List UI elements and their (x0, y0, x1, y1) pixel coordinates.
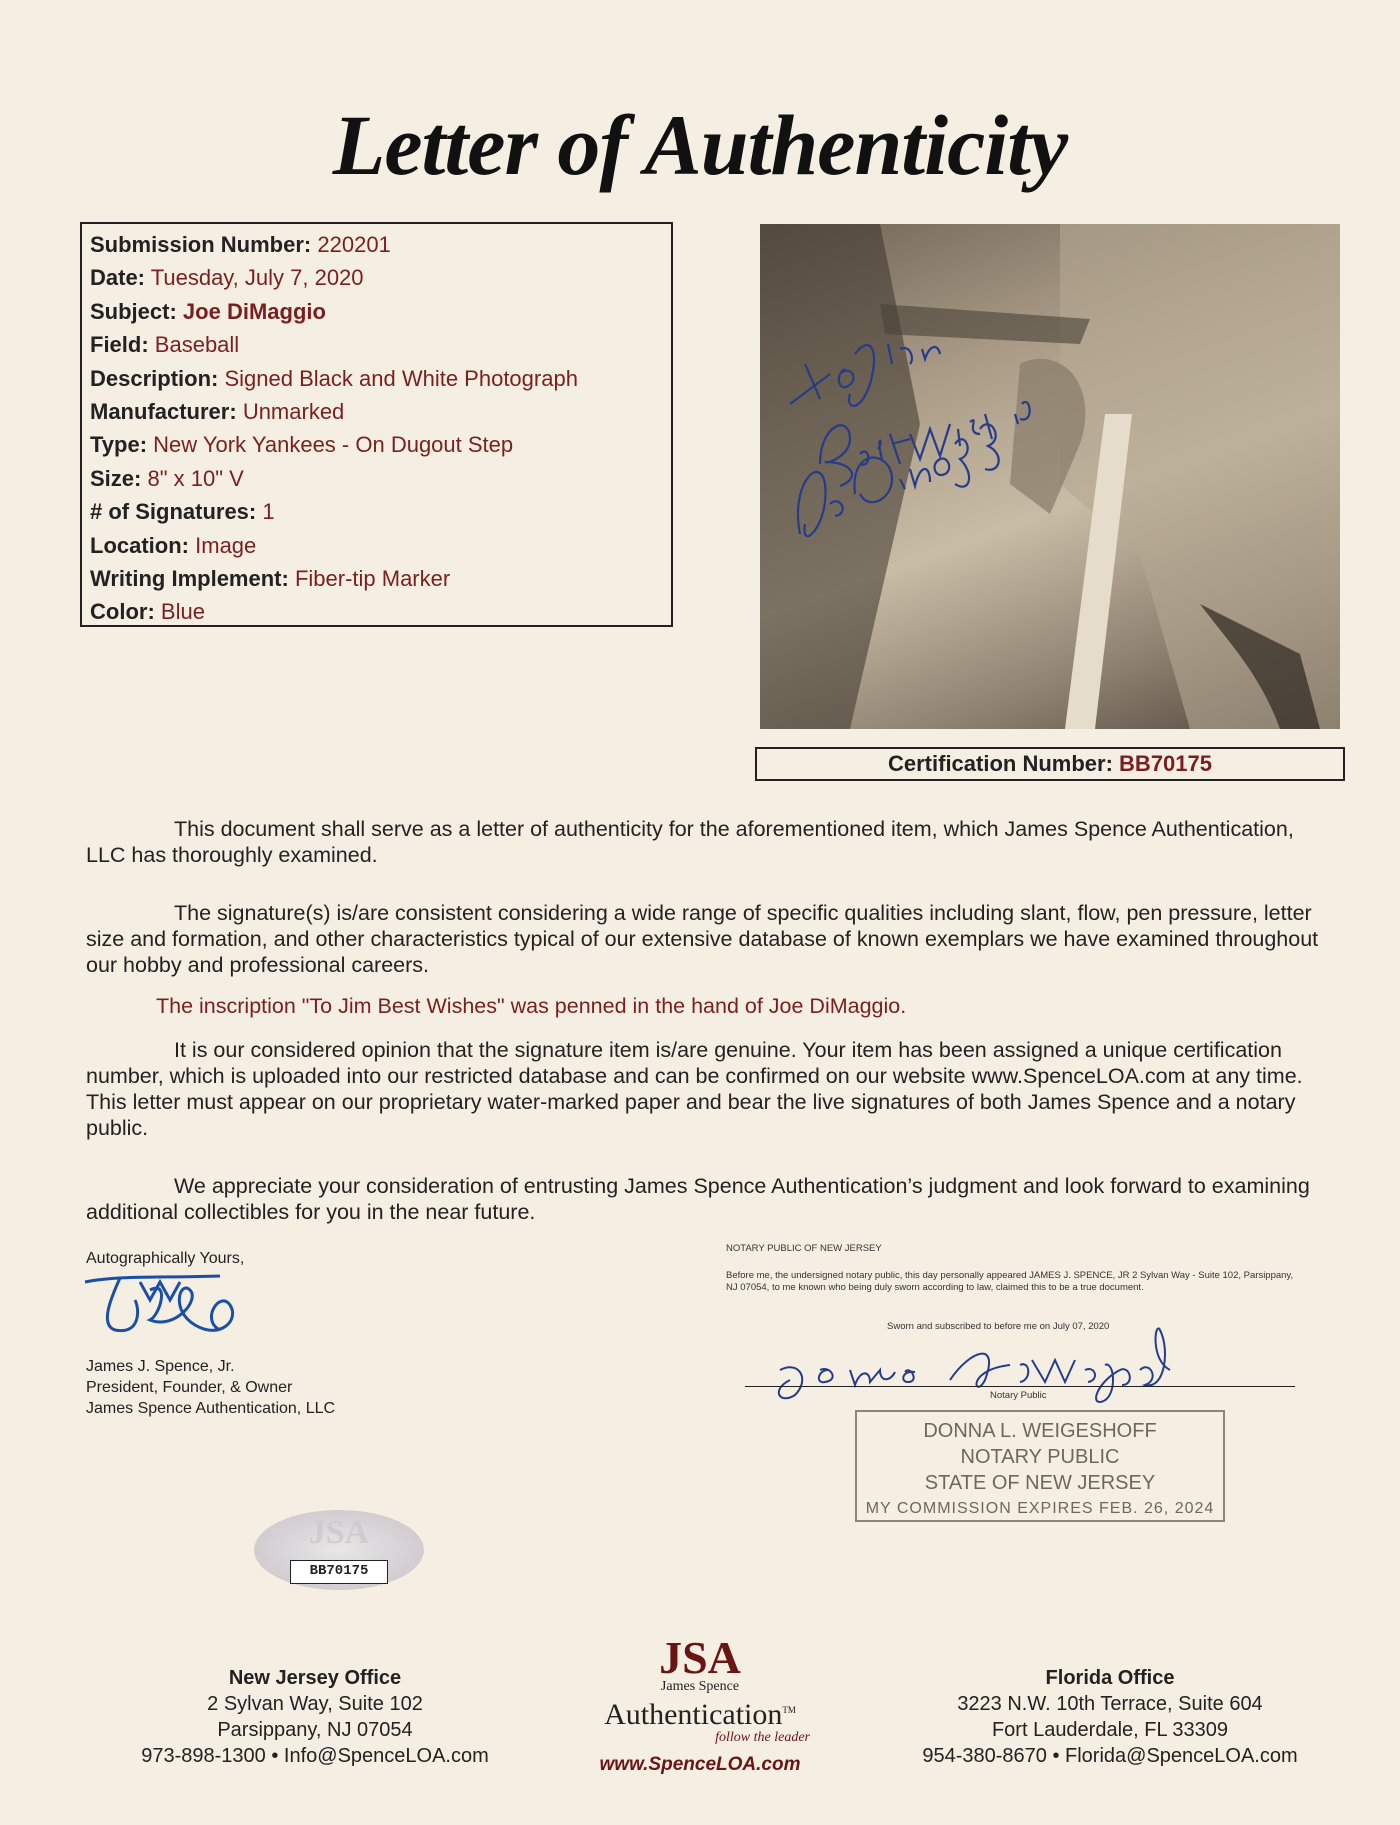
logo-authentication: Authentication™ (604, 1698, 796, 1731)
fl-office-address: 3223 N.W. 10th Terrace, Suite 604 (957, 1693, 1263, 1715)
paragraph-signature-analysis: The signature(s) is/are consistent considering a wide range of specific qualities including slant, flow, pen pressure, letter size and formation, and other characteristics typical of our extensive database of known exemplars we have examined throughout our hobby and professional careers. (86, 901, 1319, 977)
detail-row: Submission Number: 220201 (90, 232, 391, 257)
signatory-role: President, Founder, & Owner (86, 1379, 293, 1396)
hologram-number: BB70175 (290, 1560, 388, 1584)
inscription-note: The inscription "To Jim Best Wishes" was penned in the hand of Joe DiMaggio. (156, 994, 907, 1018)
detail-row: Field: Baseball (90, 332, 240, 358)
details-box (80, 222, 673, 627)
paragraph-opinion: It is our considered opinion that the signature item is/are genuine. Your item has been assigned a unique certification number, which is uploaded into our restricted database and can be confirmed on our website www.SpenceLOA.com at any time. This letter must appear on our proprietary water-marked paper and bear the live signatures of both James Spence and a notary public. (86, 1038, 1303, 1140)
paragraph-appreciation: We appreciate your consideration of entrusting James Spence Authentication’s judgment and look forward to examining additional collectibles for you in the near future. (86, 1174, 1310, 1224)
logo-name: James Spence (660, 1679, 740, 1694)
nj-office-city: Parsippany, NJ 07054 (217, 1719, 413, 1741)
nj-office-address: 2 Sylvan Way, Suite 102 (207, 1693, 423, 1715)
nj-office (90, 1665, 540, 1769)
detail-row: Location: Image (90, 532, 257, 558)
notary-heading: NOTARY PUBLIC OF NEW JERSEY (726, 1243, 882, 1254)
logo-url: www.SpenceLOA.com (599, 1754, 801, 1775)
detail-row: # of Signatures: 1 (90, 499, 275, 525)
signed-photograph (760, 224, 1340, 729)
nj-office-heading: New Jersey Office (228, 1667, 402, 1689)
certification-label: Certification Number: (888, 751, 1113, 776)
jsa-logo (570, 1632, 830, 1776)
detail-row: Type: New York Yankees - On Dugout Step (90, 432, 514, 458)
fl-office-heading: Florida Office (1045, 1667, 1175, 1689)
detail-row: Manufacturer: Unmarked (90, 399, 345, 425)
detail-row: Subject: Joe DiMaggio (90, 298, 326, 324)
signatory-company: James Spence Authentication, LLC (86, 1400, 336, 1417)
logo-jsa: JSA (659, 1632, 741, 1683)
fl-office-city: Fort Lauderdale, FL 33309 (991, 1719, 1229, 1741)
notary-stamp: DONNA L. WEIGESHOFF NOTARY PUBLIC STATE OF NEW JERSEY MY COMMISSION EXPIRES FEB. 26, 2024 (855, 1410, 1225, 1522)
paragraph-intro: This document shall serve as a letter of authenticity for the aforementioned item, which James Spence Authentication, LLC has thoroughly examined. (86, 817, 1294, 867)
notary-line-label: Notary Public (990, 1390, 1047, 1401)
james-spence-signature (80, 1270, 250, 1350)
signatory-name: James J. Spence, Jr. (86, 1358, 235, 1375)
detail-row: Size: 8" x 10" V (90, 465, 244, 491)
detail-row: Description: Signed Black and White Photograph (90, 365, 578, 391)
notary-signature-line (745, 1386, 1295, 1387)
hologram-text: JSA (308, 1514, 370, 1551)
logo-tagline: follow the leader (715, 1730, 810, 1745)
certification-number: BB70175 (1119, 751, 1212, 776)
detail-row: Color: Blue (90, 599, 205, 625)
notary-statement: Before me, the undersigned notary public, this day personally appeared JAMES J. SPENCE, JR 2 Sylvan Way - Suite 102, Parsippany, NJ 07054, to me known who being duly sworn according to law, claimed this to be a true document. (726, 1270, 1294, 1293)
notary-sworn: Sworn and subscribed to before me on July 07, 2020 (887, 1321, 1110, 1332)
detail-row: Date: Tuesday, July 7, 2020 (90, 265, 364, 291)
certification-number-box (755, 747, 1345, 781)
fl-office (870, 1665, 1350, 1769)
page-title: Letter of Authenticity (332, 97, 1068, 193)
closing-text: Autographically Yours, (86, 1250, 245, 1267)
nj-office-contact: 973-898-1300 • Info@SpenceLOA.com (141, 1745, 489, 1767)
detail-row: Writing Implement: Fiber-tip Marker (90, 566, 451, 592)
fl-office-contact: 954-380-8670 • Florida@SpenceLOA.com (922, 1745, 1298, 1767)
signatory-block (86, 1356, 335, 1419)
